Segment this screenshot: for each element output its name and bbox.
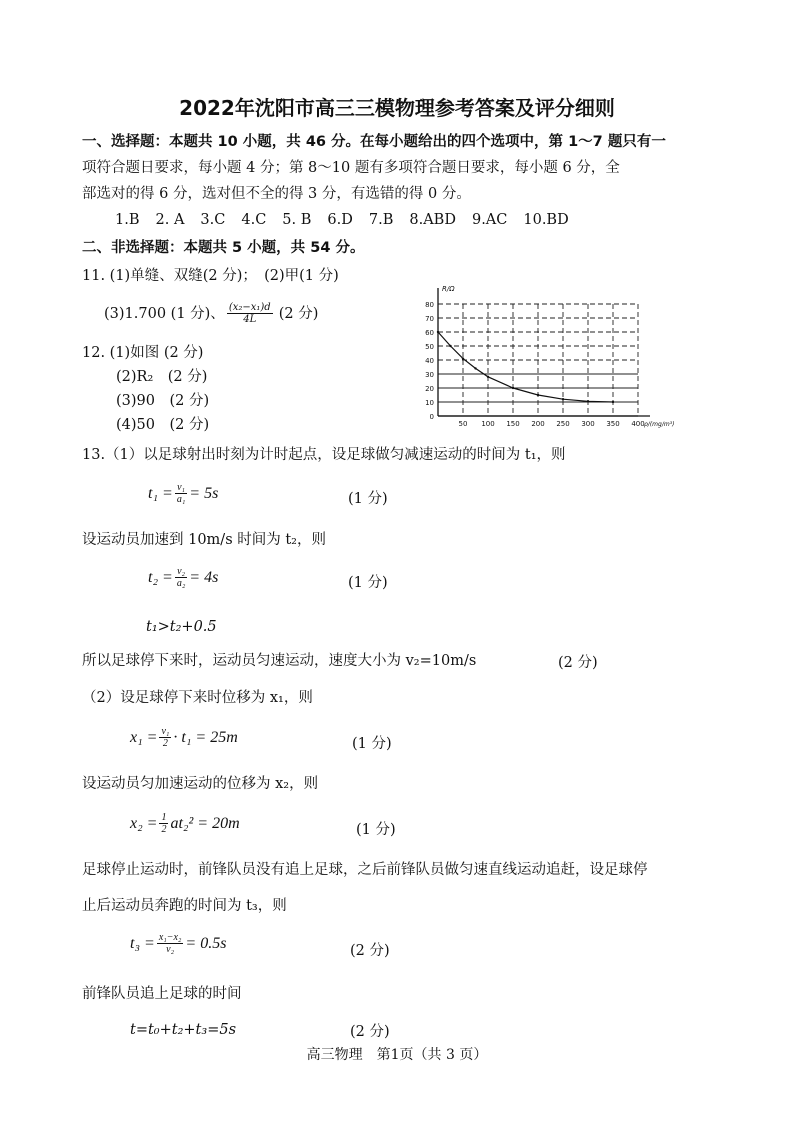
eq1-num: v₁ xyxy=(177,482,186,493)
eq4-den: 2 xyxy=(161,824,167,835)
y-tick-label: 60 xyxy=(425,329,434,337)
y-tick-label: 20 xyxy=(425,385,434,393)
eq5 xyxy=(130,932,226,955)
data-point xyxy=(487,376,489,378)
section1-line3: 部选对的得 6 分，选对但不全的得 3 分，有选错的得 0 分。 xyxy=(82,186,471,202)
eq5-num: x₁−x₂ xyxy=(158,932,182,943)
eq2-rhs: = 4s xyxy=(189,568,219,586)
data-point xyxy=(537,394,539,396)
eq6: t=t₀+t₂+t₃=5s xyxy=(130,1022,237,1038)
x-tick-label: 350 xyxy=(606,420,620,428)
x-tick-label: 50 xyxy=(458,420,468,428)
q11-frac-den: 4L xyxy=(243,314,257,325)
eq3 xyxy=(130,726,238,749)
q13-intro: 13.（1）以足球射出时刻为计时起点，设足球做匀减速运动的时间为 t₁，则 xyxy=(82,447,566,463)
resistance-density-chart xyxy=(410,280,680,430)
q12-line3: (3)90 (2 分) xyxy=(116,393,210,409)
x-tick-label: 200 xyxy=(531,420,545,428)
text3-score: (2 分) xyxy=(558,655,598,671)
answer-item: 5. B xyxy=(282,212,312,228)
q13-text3: 所以足球停下来时，运动员匀速运动，速度大小为 v₂=10m/s xyxy=(82,653,477,669)
eq2 xyxy=(148,566,218,589)
answer-item: 7.B xyxy=(368,212,394,228)
q12-line4: (4)50 (2 分) xyxy=(116,417,210,433)
x-tick-label: 300 xyxy=(581,420,595,428)
eq1 xyxy=(148,482,218,505)
eq1-fraction xyxy=(175,482,187,505)
x-tick-label: 150 xyxy=(506,420,520,428)
page-footer: 高三物理 第1页（共 3 页） xyxy=(306,1047,488,1063)
q11-part3-prefix: (3)1.700 (1 分)、 xyxy=(104,305,225,322)
answer-item: 10.BD xyxy=(523,212,569,228)
page-title: 2022年沈阳市高三三模物理参考答案及评分细则 xyxy=(179,96,615,120)
answer-item: 1.B xyxy=(115,212,140,228)
eq4-score: (1 分) xyxy=(356,822,396,838)
q11-fraction xyxy=(227,302,273,325)
eq5-rhs: = 0.5s xyxy=(185,934,227,952)
eq5-den: v₂ xyxy=(166,944,175,955)
answer-item: 9.AC xyxy=(471,212,508,228)
answer-item: 4.C xyxy=(241,212,267,228)
eq4 xyxy=(130,812,240,835)
q13-text5b: 止后运动员奔跑的时间为 t₃，则 xyxy=(82,898,287,914)
y-tick-label: 70 xyxy=(425,315,434,323)
eq1-den: a₁ xyxy=(176,494,186,505)
y-axis-label: R/Ω xyxy=(442,285,455,293)
y-tick-label: 0 xyxy=(429,413,434,421)
series-line xyxy=(438,332,613,402)
answer-item: 8.ABD xyxy=(409,212,456,228)
eq5-score: (2 分) xyxy=(350,943,390,959)
eq3-lhs: x₁ = xyxy=(130,728,158,746)
eq6-score: (2 分) xyxy=(350,1024,390,1040)
q11-part3 xyxy=(104,302,318,325)
q11-frac-num: (x₂−x₁)d xyxy=(228,302,271,313)
eq3-fraction xyxy=(159,726,171,749)
eq2-score: (1 分) xyxy=(348,575,388,591)
x-tick-label: 400 xyxy=(631,420,645,428)
y-tick-label: 50 xyxy=(425,343,434,351)
x-axis-label: ρ/(mg/m³) xyxy=(644,421,675,428)
q12-line1: 12. (1)如图 (2 分) xyxy=(82,345,204,361)
eq5-lhs: t₃ = xyxy=(130,934,155,952)
q13-inequality: t₁>t₂+0.5 xyxy=(146,619,217,635)
eq4-num: 1 xyxy=(161,812,167,823)
eq1-rhs: = 5s xyxy=(189,484,219,502)
section2-heading: 二、非选择题：本题共 5 小题，共 54 分。 xyxy=(82,240,365,256)
answer-item: 2. A xyxy=(155,212,185,228)
eq2-den: a₂ xyxy=(176,578,186,589)
y-tick-label: 30 xyxy=(425,371,434,379)
q11-part3-suffix: (2 分) xyxy=(278,305,319,322)
data-point xyxy=(562,398,564,400)
data-point xyxy=(512,387,514,389)
eq3-den: 2 xyxy=(162,738,168,749)
y-tick-label: 10 xyxy=(425,399,434,407)
y-tick-label: 80 xyxy=(425,301,434,309)
data-point xyxy=(449,345,451,347)
eq1-score: (1 分) xyxy=(348,491,388,507)
eq1-lhs: t₁ = xyxy=(148,484,173,502)
choice-answers xyxy=(115,210,585,230)
eq2-num: v₂ xyxy=(177,566,186,577)
data-point xyxy=(612,401,614,403)
x-tick-label: 100 xyxy=(481,420,495,428)
q13-part2: （2）设足球停下来时位移为 x₁，则 xyxy=(82,690,313,706)
data-point xyxy=(462,357,464,359)
q11-line1: 11. (1)单缝、双缝(2 分)； (2)甲(1 分) xyxy=(82,268,339,284)
eq3-score: (1 分) xyxy=(352,736,392,752)
eq2-lhs: t₂ = xyxy=(148,568,173,586)
answer-item: 3.C xyxy=(200,212,226,228)
data-point xyxy=(474,367,476,369)
y-tick-label: 40 xyxy=(425,357,434,365)
q13-text2: 设运动员加速到 10m/s 时间为 t₂，则 xyxy=(82,532,326,548)
eq4-rhs: at₂² = 20m xyxy=(170,814,240,832)
x-tick-label: 250 xyxy=(556,420,570,428)
data-point xyxy=(437,331,439,333)
section1-line1: 一、选择题：本题共 10 小题，共 46 分。在每小题给出的四个选项中，第 1～7 题只有一 xyxy=(82,134,666,150)
eq5-fraction xyxy=(157,932,184,955)
q13-text6: 前锋队员追上足球的时间 xyxy=(82,986,242,1002)
q13-text5a: 足球停止运动时，前锋队员没有追上足球，之后前锋队员做匀速直线运动追赶，设足球停 xyxy=(82,862,648,878)
eq2-fraction xyxy=(175,566,187,589)
eq4-fraction xyxy=(159,812,168,835)
data-point xyxy=(587,400,589,402)
q13-text4: 设运动员匀加速运动的位移为 x₂，则 xyxy=(82,776,319,792)
answer-item: 6.D xyxy=(327,212,353,228)
section1-line2: 项符合题日要求，每小题 4 分；第 8～10 题有多项符合题日要求，每小题 6 分，全 xyxy=(82,160,620,176)
q12-line2: (2)R₂ (2 分) xyxy=(116,369,208,385)
eq4-lhs: x₂ = xyxy=(130,814,158,832)
eq3-num: v₁ xyxy=(161,726,170,737)
eq3-rhs: · t₁ = 25m xyxy=(173,728,238,746)
